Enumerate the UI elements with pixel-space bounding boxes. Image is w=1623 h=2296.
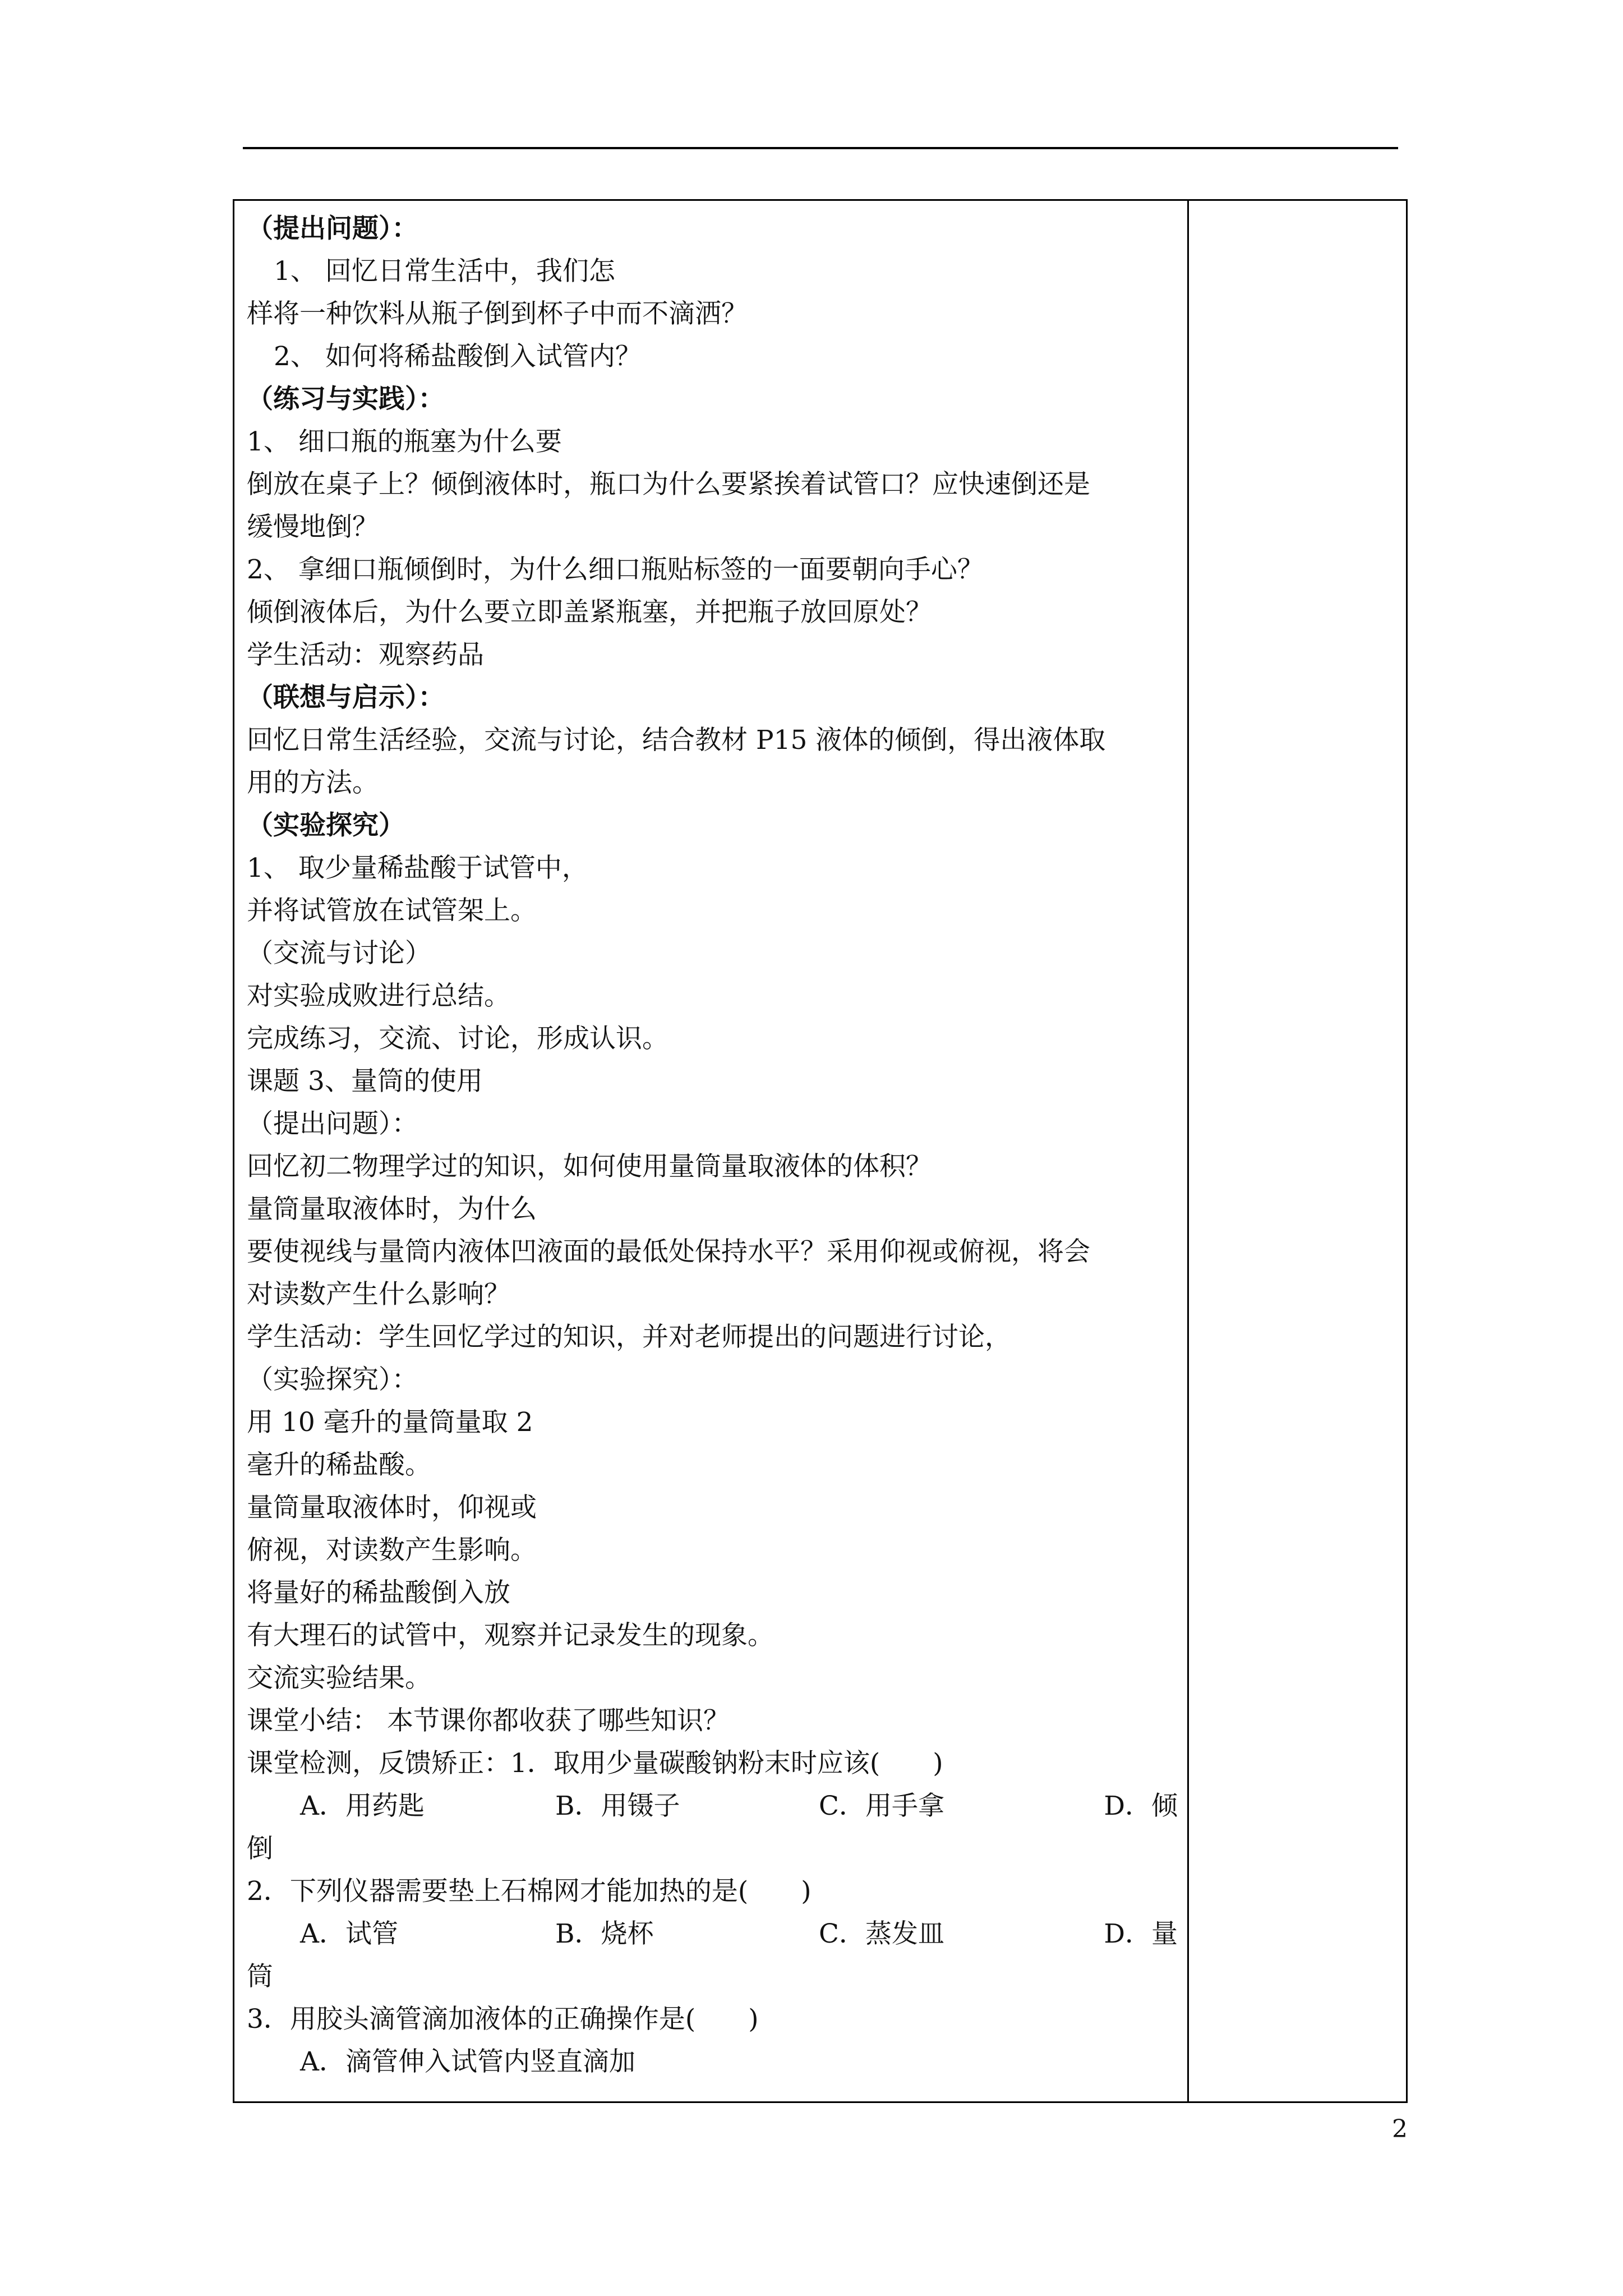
q1-option-a: A．用药匙 bbox=[300, 1791, 425, 1821]
text-line: 量筒量取液体时，仰视或 bbox=[247, 1492, 537, 1523]
text-line: 对读数产生什么影响？ bbox=[247, 1279, 510, 1310]
text-line: 要使视线与量筒内液体凹液面的最低处保持水平？采用仰视或俯视，将会 bbox=[247, 1236, 1090, 1267]
text-line: （实验探究） bbox=[247, 810, 405, 841]
q1-option-b: B．用镊子 bbox=[555, 1791, 680, 1821]
text-line: （交流与讨论） bbox=[247, 938, 431, 969]
text-line: 量筒量取液体时，为什么 bbox=[247, 1194, 537, 1225]
q2-option-a: A．试管 bbox=[300, 1918, 398, 1949]
text-line: （练习与实践）： bbox=[247, 384, 445, 415]
text-line: 倒放在桌子上？倾倒液体时，瓶口为什么要紧挨着试管口？应快速倒还是 bbox=[247, 469, 1090, 500]
q2-option-c: C．蒸发皿 bbox=[819, 1918, 944, 1949]
text-line: 倾倒液体后，为什么要立即盖紧瓶塞，并把瓶子放回原处？ bbox=[247, 597, 932, 628]
text-line: （提出问题）： bbox=[247, 213, 418, 244]
text-line: 俯视，对读数产生影响。 bbox=[247, 1535, 537, 1566]
text-line: 2、 如何将稀盐酸倒入试管内？ bbox=[274, 341, 642, 372]
text-line: 课堂检测，反馈矫正：1．取用少量碳酸钠粉末时应该( ) bbox=[247, 1748, 943, 1779]
q2-options-row bbox=[247, 1913, 1178, 1955]
text-line: （联想与启示）： bbox=[247, 682, 445, 713]
text-line: 1、 取少量稀盐酸于试管中， bbox=[247, 853, 588, 884]
text-line: 1、 回忆日常生活中，我们怎 bbox=[274, 256, 615, 287]
q3-option-a: A．滴管伸入试管内竖直滴加 bbox=[300, 2046, 635, 2077]
text-line: 学生活动：学生回忆学过的知识，并对老师提出的问题进行讨论， bbox=[247, 1322, 1011, 1352]
text-line: 课堂小结： 本节课你都收获了哪些知识？ bbox=[247, 1705, 730, 1736]
q2-option-d-wrap: 筒 bbox=[247, 1961, 273, 1992]
q2-option-b: B．烧杯 bbox=[555, 1918, 654, 1949]
text-line: （提出问题）： bbox=[247, 1108, 418, 1139]
text-line: 2、 拿细口瓶倾倒时，为什么细口瓶贴标签的一面要朝向手心？ bbox=[247, 554, 984, 585]
text-line: 有大理石的试管中，观察并记录发生的现象。 bbox=[247, 1620, 774, 1651]
question-2: 2．下列仪器需要垫上石棉网才能加热的是( ) bbox=[247, 1876, 811, 1907]
q1-option-d: D．倾 bbox=[1104, 1791, 1178, 1821]
text-line: 课题 3、量筒的使用 bbox=[247, 1066, 483, 1097]
header-rule bbox=[243, 147, 1398, 149]
text-line: 完成练习，交流、讨论，形成认识。 bbox=[247, 1023, 668, 1054]
question-3: 3．用胶头滴管滴加液体的正确操作是( ) bbox=[247, 2004, 759, 2035]
text-line: 回忆日常生活经验，交流与讨论，结合教材 P15 液体的倾倒，得出液体取 bbox=[247, 725, 1106, 756]
table-column-divider bbox=[1187, 199, 1189, 2103]
q2-option-d: D．量 bbox=[1104, 1918, 1178, 1949]
q1-option-c: C．用手拿 bbox=[819, 1791, 944, 1821]
text-line: 回忆初二物理学过的知识，如何使用量筒量取液体的体积？ bbox=[247, 1151, 932, 1182]
q1-options-row bbox=[247, 1785, 1178, 1828]
text-line: 并将试管放在试管架上。 bbox=[247, 895, 537, 926]
text-line: 用的方法。 bbox=[247, 767, 379, 798]
lesson-content bbox=[247, 208, 1178, 2083]
q1-option-d-wrap: 倒 bbox=[247, 1833, 273, 1864]
text-line: 毫升的稀盐酸。 bbox=[247, 1450, 431, 1480]
lesson-lines bbox=[247, 208, 1178, 1785]
text-line: （实验探究）： bbox=[247, 1364, 418, 1395]
text-line: 1、 细口瓶的瓶塞为什么要 bbox=[247, 426, 562, 457]
text-line: 缓慢地倒？ bbox=[247, 512, 379, 542]
text-line: 交流实验结果。 bbox=[247, 1663, 431, 1694]
text-line: 对实验成败进行总结。 bbox=[247, 981, 510, 1011]
text-line: 样将一种饮料从瓶子倒到杯子中而不滴洒？ bbox=[247, 298, 748, 329]
text-line: 将量好的稀盐酸倒入放 bbox=[247, 1577, 510, 1608]
text-line: 学生活动：观察药品 bbox=[247, 639, 484, 670]
page-number: 2 bbox=[1392, 2115, 1408, 2143]
text-line: 用 10 毫升的量筒量取 2 bbox=[247, 1407, 533, 1438]
